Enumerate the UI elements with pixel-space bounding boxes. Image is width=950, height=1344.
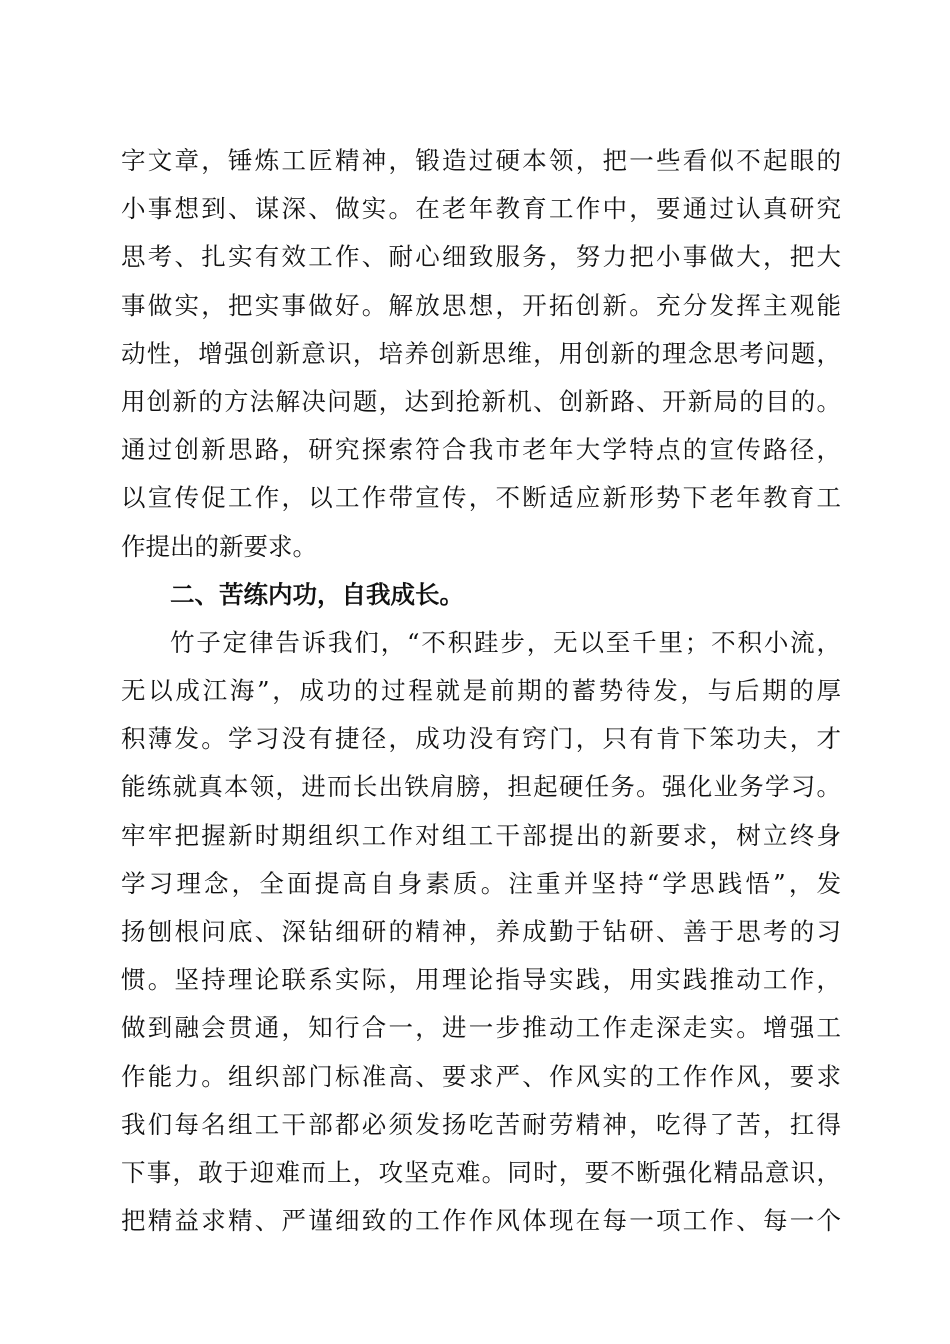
- text-line: 事做实，把实事做好。解放思想，开拓创新。充分发挥主观能: [121, 290, 841, 320]
- text-line: 思考、扎实有效工作、耐心细致服务，努力把小事做大，把大: [121, 242, 841, 272]
- text-line: 通过创新思路，研究探索符合我市老年大学特点的宣传路径，: [121, 435, 841, 465]
- text-line: 竹子定律告诉我们，“不积跬步，无以至千里；不积小流，: [170, 627, 841, 657]
- text-line: 小事想到、谋深、做实。在老年教育工作中，要通过认真研究: [121, 194, 841, 224]
- text-line: 以宣传促工作，以工作带宣传，不断适应新形势下老年教育工: [121, 483, 841, 513]
- text-line: 学习理念，全面提高自身素质。注重并坚持“学思践悟”，发: [121, 868, 841, 898]
- text-line: 做到融会贯通，知行合一，进一步推动工作走深走实。增强工: [121, 1013, 841, 1043]
- text-line: 积薄发。学习没有捷径，成功没有窍门，只有肯下笨功夫，才: [121, 724, 841, 754]
- text-line: 无以成江海”，成功的过程就是前期的蓄势待发，与后期的厚: [121, 676, 841, 706]
- text-line: 扬刨根问底、深钻细研的精神，养成勤于钻研、善于思考的习: [121, 917, 841, 946]
- text-line: 我们每名组工干部都必须发扬吃苦耐劳精神，吃得了苦，扛得: [121, 1109, 841, 1139]
- text-line: 作提出的新要求。: [121, 531, 317, 561]
- text-line: 作能力。组织部门标准高、要求严、作风实的工作作风，要求: [121, 1061, 841, 1091]
- body-text: [121, 137, 841, 1245]
- section-heading: 二、苦练内功，自我成长。: [170, 579, 464, 609]
- text-line: 字文章，锤炼工匠精神，锻造过硬本领，把一些看似不起眼的: [121, 146, 841, 175]
- text-line: 把精益求精、严谨细致的工作作风体现在每一项工作、每一个: [121, 1206, 841, 1236]
- text-line: 牢牢把握新时期组织工作对组工干部提出的新要求，树立终身: [121, 820, 841, 850]
- text-line: 下事，敢于迎难而上，攻坚克难。同时，要不断强化精品意识，: [121, 1157, 841, 1187]
- text-line: 动性，增强创新意识，培养创新思维，用创新的理念思考问题，: [121, 338, 841, 368]
- text-line: 惯。坚持理论联系实际，用理论指导实践，用实践推动工作，: [121, 965, 841, 995]
- text-line: 用创新的方法解决问题，达到抢新机、创新路、开新局的目的。: [121, 386, 841, 416]
- text-line: 能练就真本领，进而长出铁肩膀，担起硬任务。强化业务学习。: [121, 772, 841, 802]
